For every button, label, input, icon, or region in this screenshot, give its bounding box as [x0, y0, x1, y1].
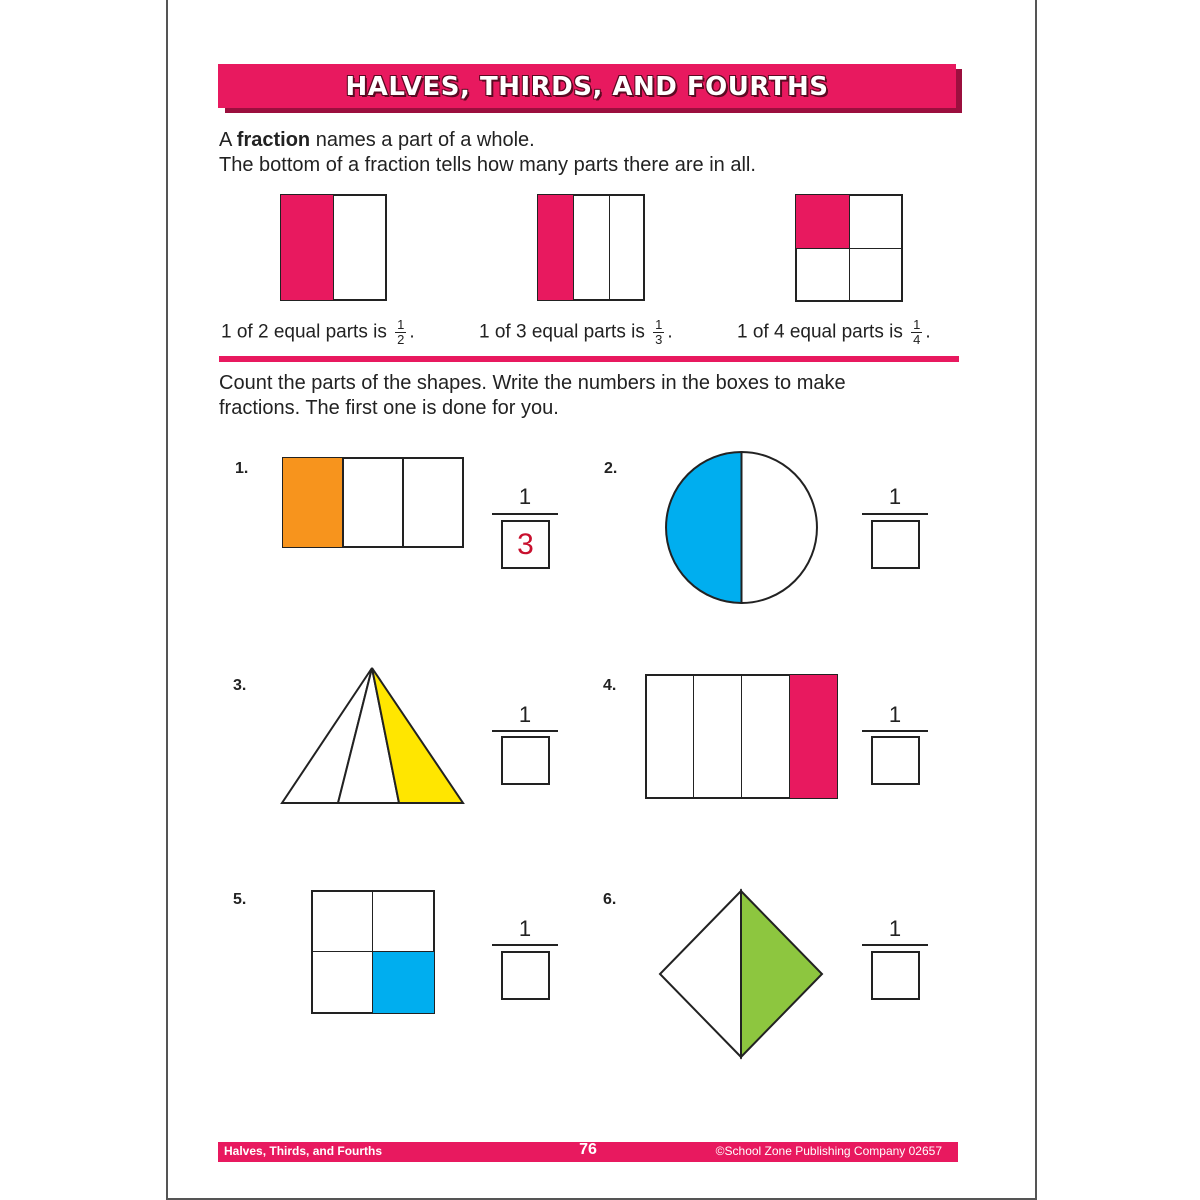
fraction-bar [492, 513, 558, 515]
instructions-line-2: fractions. The first one is done for you. [219, 397, 559, 419]
fraction-bar [862, 730, 928, 732]
shape-part [402, 457, 464, 548]
worksheet-page [166, 0, 1037, 1200]
answer-numerator: 1 [518, 702, 532, 727]
fraction-numerator: 1 [655, 317, 663, 332]
fraction [395, 318, 406, 347]
footer-copyright: ©School Zone Publishing Company 02657 [715, 1144, 942, 1158]
shaded-part [537, 194, 574, 301]
answer-box[interactable] [871, 951, 920, 1000]
divider-rule [219, 356, 959, 362]
shape-part [311, 890, 373, 952]
shaded-part [666, 452, 741, 603]
intro-text: names a part of a whole. [310, 129, 535, 151]
unshaded-part [849, 194, 903, 249]
problem-number-6: 6. [603, 891, 617, 908]
answer-value: 3 [517, 528, 534, 561]
title-banner [218, 64, 956, 108]
page-title: HALVES, THIRDS, AND FOURTHS [345, 72, 829, 102]
caption-text: 1 of 4 equal parts is [737, 321, 903, 343]
shape-part [342, 457, 404, 548]
problem-2-circle [664, 450, 819, 605]
fraction-numerator: 1 [913, 317, 921, 332]
shaded-part [280, 194, 334, 301]
intro-line-1 [219, 129, 535, 152]
fraction [911, 318, 922, 347]
fraction-denominator: 4 [913, 332, 921, 347]
fraction [653, 318, 664, 347]
problem-number-3: 3. [233, 677, 247, 694]
unshaded-part [573, 194, 610, 301]
unshaded-part [742, 452, 817, 603]
intro-text: A [219, 129, 237, 151]
answer-numerator: 1 [888, 484, 902, 509]
problem-1-rectangle [282, 457, 464, 548]
problem-number-4: 4. [603, 677, 617, 694]
instructions-line-1: Count the parts of the shapes. Write the numbers in the boxes to make [219, 372, 846, 394]
problem-6-diamond [656, 888, 826, 1060]
shaded-part [741, 891, 822, 1057]
page-number: 76 [579, 1141, 597, 1158]
answer-numerator: 1 [888, 916, 902, 941]
example-caption-thirds: 1 of 3 equal parts is $\frac{1}{3}$ . [479, 317, 673, 347]
footer-section-title: Halves, Thirds, and Fourths [224, 1144, 383, 1158]
unshaded-part [849, 248, 903, 302]
problem-number-2: 2. [604, 460, 618, 477]
answer-box[interactable] [871, 736, 920, 785]
answer-box[interactable] [501, 951, 550, 1000]
unshaded-part [609, 194, 645, 301]
intro-line-2: The bottom of a fraction tells how many parts there are in all. [219, 154, 756, 176]
fraction-bar [862, 513, 928, 515]
shape-part [693, 674, 742, 799]
answer-box[interactable] [871, 520, 920, 569]
unshaded-part [660, 891, 741, 1057]
answer-box[interactable] [501, 736, 550, 785]
caption-text: 1 of 3 equal parts is [479, 321, 645, 343]
shaded-part [789, 674, 838, 799]
fraction-numerator: 1 [397, 317, 405, 332]
caption-text: 1 of 2 equal parts is [221, 321, 387, 343]
shaded-part [372, 951, 435, 1014]
example-fourths-square [795, 194, 903, 302]
intro-bold-term: fraction [236, 129, 311, 151]
shaded-part [795, 194, 850, 249]
answer-numerator: 1 [888, 702, 902, 727]
answer-box[interactable] [501, 520, 550, 569]
shape-part [311, 951, 373, 1014]
fraction-denominator: 2 [397, 332, 405, 347]
problem-4-rectangle [645, 674, 838, 799]
fraction-bar [492, 730, 558, 732]
problem-number-1: 1. [235, 460, 249, 477]
example-halves-rect [280, 194, 387, 301]
answer-numerator: 1 [518, 916, 532, 941]
problem-number-5: 5. [233, 891, 247, 908]
example-caption-halves: 1 of 2 equal parts is $\frac{1}{2}$ . [221, 317, 415, 347]
answer-numerator: 1 [518, 484, 532, 509]
shape-part [372, 890, 435, 952]
fraction-bar [862, 944, 928, 946]
example-caption-fourths: 1 of 4 equal parts is $\frac{1}{4}$ . [737, 317, 931, 347]
problem-5-square [311, 890, 435, 1014]
shape-part [645, 674, 694, 799]
unshaded-part [333, 194, 387, 301]
fraction-bar [492, 944, 558, 946]
problem-3-triangle [278, 664, 468, 806]
example-thirds-rect [537, 194, 645, 301]
shaded-part [282, 457, 344, 548]
fraction-denominator: 3 [655, 332, 663, 347]
unshaded-part [795, 248, 850, 302]
shape-part [741, 674, 790, 799]
